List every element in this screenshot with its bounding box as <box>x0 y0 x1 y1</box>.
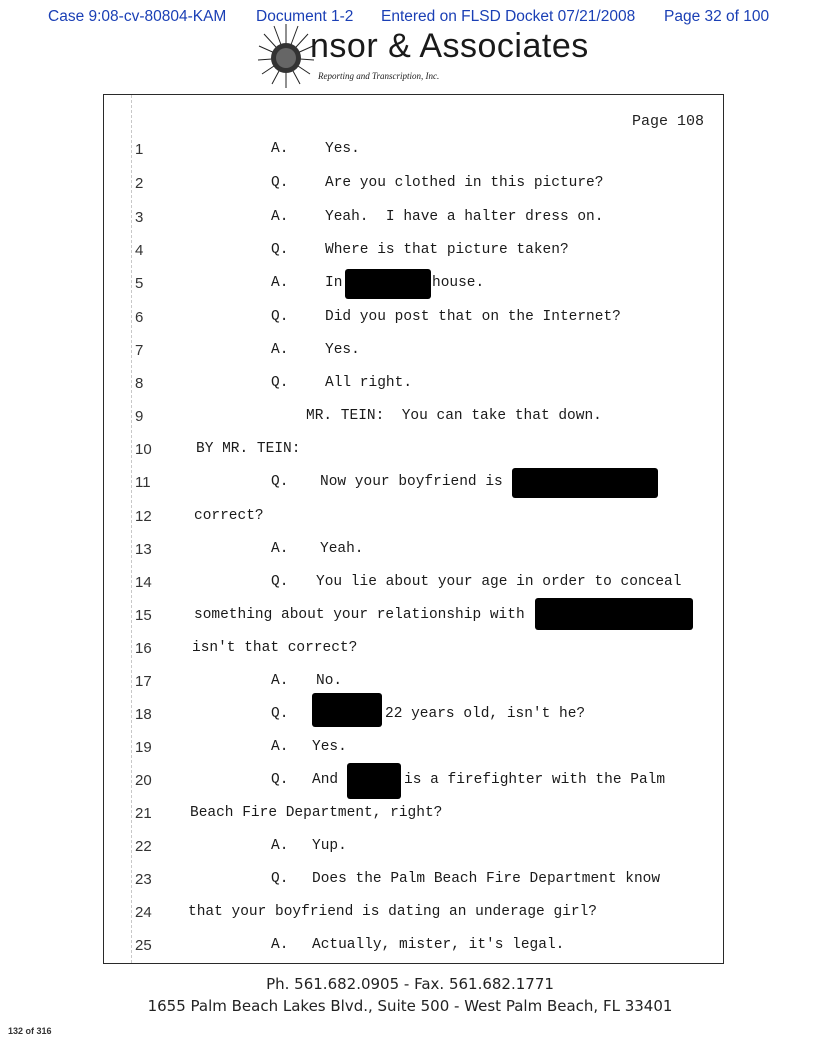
redaction-block <box>312 693 382 727</box>
line-number: 17 <box>135 673 152 690</box>
transcript-line <box>0 175 820 201</box>
redaction-block <box>512 468 658 498</box>
line-text: Actually, mister, it's legal. <box>312 937 565 953</box>
line-text: Yes. <box>312 739 347 755</box>
line-number: 16 <box>135 640 152 657</box>
transcript-line <box>0 706 820 732</box>
line-text: No. <box>316 673 343 689</box>
transcript-line <box>0 640 820 666</box>
speaker-label: A. <box>271 937 289 953</box>
transcript-line <box>0 309 820 335</box>
line-number: 14 <box>135 574 152 591</box>
line-text: All right. <box>325 375 413 391</box>
line-text: correct? <box>194 508 264 524</box>
line-number: 11 <box>135 474 151 491</box>
document-number: Document 1-2 <box>256 8 354 25</box>
line-number: 12 <box>135 508 152 525</box>
speaker-label: Q. <box>271 871 289 887</box>
speaker-label: Q. <box>271 242 289 258</box>
line-text: Yup. <box>312 838 347 854</box>
line-text: that your boyfriend is dating an underage girl? <box>188 904 597 920</box>
transcript-line <box>0 541 820 567</box>
reporter-logo <box>256 20 589 94</box>
line-text: Now your boyfriend is <box>320 474 503 490</box>
line-text: Where is that picture taken? <box>325 242 569 258</box>
logo-wordmark: nsor & Associates <box>310 27 589 65</box>
line-number: 13 <box>135 541 152 558</box>
line-text: Yes. <box>325 141 360 157</box>
line-number: 25 <box>135 937 152 954</box>
logo-subtitle: Reporting and Transcription, Inc. <box>318 71 440 81</box>
transcript-line <box>0 441 820 467</box>
transcript-line <box>0 739 820 765</box>
transcript-line <box>0 242 820 268</box>
speaker-label: Q. <box>271 772 289 788</box>
line-number: 4 <box>135 242 144 259</box>
transcript-line <box>0 574 820 600</box>
line-text: Beach Fire Department, right? <box>190 805 443 821</box>
line-number: 15 <box>135 607 152 624</box>
line-text: Does the Palm Beach Fire Department know <box>312 871 661 887</box>
line-text: And <box>312 772 339 788</box>
line-number: 1 <box>135 141 144 158</box>
line-number: 8 <box>135 375 144 392</box>
line-number: 5 <box>135 275 144 292</box>
line-text: Yes. <box>325 342 360 358</box>
transcript-line <box>0 508 820 534</box>
speaker-label: A. <box>271 141 289 157</box>
line-number: 23 <box>135 871 152 888</box>
speaker-label: Q. <box>271 375 289 391</box>
speaker-label: A. <box>271 739 289 755</box>
line-text: You lie about your age in order to conceal <box>316 574 682 590</box>
speaker-label: A. <box>271 275 289 291</box>
line-text: 22 years old, isn't he? <box>385 706 586 722</box>
transcript-line <box>0 342 820 368</box>
docket-entry: Entered on FLSD Docket 07/21/2008 <box>381 8 636 25</box>
line-number: 3 <box>135 209 144 226</box>
line-text: something about your relationship with <box>194 607 525 623</box>
speaker-label: A. <box>271 342 289 358</box>
transcript-line <box>0 904 820 930</box>
docket-page-number: Page 32 of 100 <box>664 8 770 25</box>
line-text: Did you post that on the Internet? <box>325 309 621 325</box>
line-number: 10 <box>135 441 152 458</box>
line-number: 20 <box>135 772 152 789</box>
line-text: Yeah. <box>320 541 364 557</box>
speaker-label: A. <box>271 209 289 225</box>
redaction-block <box>535 598 693 630</box>
line-text: In <box>325 275 343 291</box>
transcript-line <box>0 474 820 500</box>
footer-phone: Ph. 561.682.0905 - Fax. 561.682.1771 <box>266 975 554 993</box>
transcript-line <box>0 805 820 831</box>
transcript-page-label: Page 108 <box>632 113 705 130</box>
redaction-block <box>345 269 431 299</box>
line-number: 6 <box>135 309 144 326</box>
pdf-page-count: 132 of 316 <box>8 1026 52 1036</box>
speaker-label: Q. <box>271 474 289 490</box>
line-number: 19 <box>135 739 152 756</box>
line-text-after: is a firefighter with the Palm <box>404 772 666 788</box>
transcript-line <box>0 275 820 301</box>
transcript-line <box>0 375 820 401</box>
transcript-line <box>0 838 820 864</box>
speaker-label: A. <box>271 838 289 854</box>
transcript-line <box>0 141 820 167</box>
speaker-label: A. <box>271 673 289 689</box>
line-number: 24 <box>135 904 152 921</box>
line-number: 22 <box>135 838 152 855</box>
line-text-after: house. <box>432 275 485 291</box>
speaker-label: Q. <box>271 309 289 325</box>
case-number: Case 9:08-cv-80804-KAM <box>48 8 227 25</box>
speaker-label: Q. <box>271 706 289 722</box>
transcript-line <box>0 871 820 897</box>
speaker-label: Q. <box>271 175 289 191</box>
speaker-label: A. <box>271 541 289 557</box>
line-number: 21 <box>135 805 152 822</box>
line-text: isn't that correct? <box>192 640 358 656</box>
line-number: 18 <box>135 706 152 723</box>
sunburst-emblem-icon <box>256 20 316 90</box>
transcript-line <box>0 209 820 235</box>
transcript-line <box>0 607 820 633</box>
line-number: 2 <box>135 175 144 192</box>
speaker-label: Q. <box>271 574 289 590</box>
line-number: 7 <box>135 342 144 359</box>
redaction-block <box>347 763 401 799</box>
transcript-line <box>0 772 820 798</box>
line-text: BY MR. TEIN: <box>196 441 301 457</box>
transcript-line <box>0 673 820 699</box>
line-text: MR. TEIN: You can take that down. <box>306 408 602 424</box>
line-text: Are you clothed in this picture? <box>325 175 604 191</box>
transcript-line <box>0 408 820 434</box>
line-number: 9 <box>135 408 144 425</box>
transcript-line <box>0 937 820 963</box>
line-text: Yeah. I have a halter dress on. <box>325 209 604 225</box>
footer-address: 1655 Palm Beach Lakes Blvd., Suite 500 - West Palm Beach, FL 33401 <box>147 997 673 1015</box>
